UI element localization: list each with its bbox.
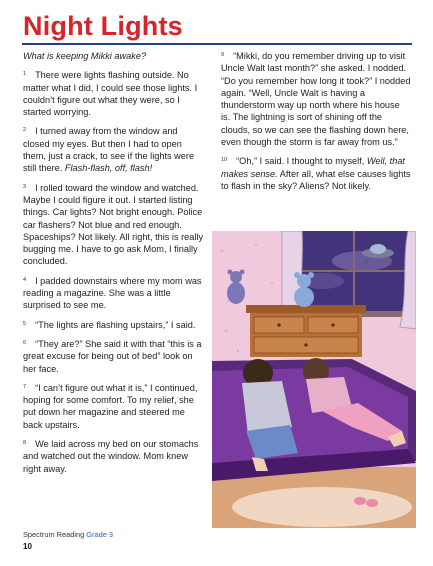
paragraph-text: I turned away from the window and closed my eyes. But then I had to open them, just a crack, to see if the lights were still there.: [23, 126, 195, 174]
paragraph-text: I padded downstairs where my mom was reading a magazine. She was a little surprised to see me.: [23, 275, 202, 311]
left-column: [23, 50, 205, 482]
footer: [23, 530, 113, 539]
paragraph-text: “The lights are flashing upstairs,” I said.: [35, 319, 196, 330]
page-number: 10: [23, 542, 32, 551]
left-paragraphs: [23, 69, 205, 475]
story-paragraph: [221, 50, 411, 148]
story-paragraph: [23, 338, 205, 375]
paragraph-number: 3: [23, 183, 27, 190]
paragraph-number: 10: [221, 157, 228, 164]
paragraph-number: 9: [221, 52, 225, 58]
paragraph-text: “Mikki, do you remember driving up to visit Uncle Walt last month?” she asked. I nodded. “Do you remember how long it took?” I nodded again. “Well, Uncle Walt is having a thunderstorm way up north where his house is. The lightning is sort of shining off the clouds, so we can see the flashing down here, even though the storm is far away from us.”: [221, 51, 411, 148]
story-paragraph: [23, 382, 205, 431]
reading-question: What is keeping Mikki awake?: [23, 51, 147, 61]
right-paragraphs: [221, 50, 411, 192]
story-paragraph: [23, 125, 205, 174]
bedroom-illustration: [212, 231, 416, 528]
footer-grade: Grade 3: [86, 530, 113, 539]
paragraph-text: Flash-flash, off, flash!: [64, 163, 153, 174]
paragraph-text: We laid across my bed on our stomachs and watched out the window. Mom knew right away.: [23, 439, 199, 474]
paragraph-text: There were lights flashing outside. No matter what I did, I could see those lights. I couldn’t figure out what they were, so I started worrying.: [23, 70, 198, 118]
story-paragraph: [221, 155, 411, 192]
story-paragraph: [23, 182, 205, 268]
story-paragraph: [23, 69, 205, 118]
paragraph-number: 8: [23, 440, 27, 447]
right-column: [221, 50, 411, 199]
paragraph-number: 6: [23, 339, 27, 346]
paragraph-text: I rolled toward the window and watched. Maybe I could figure it out. I started listing things. Car lights? Not bright enough. Police car flashers? Not blue and red enough. Spaceships? Not likely. All right, this is really bugging me. I have to go ask Mom, I finally concluded.: [23, 182, 204, 267]
paragraph-number: 7: [23, 383, 27, 390]
title-rule: [22, 43, 412, 45]
paragraph-text: “I can’t figure out what it is,” I continued, hoping for some comfort. To my relief, she put down her magazine and steered me back upstairs.: [23, 382, 198, 430]
paragraph-number: 2: [23, 127, 27, 134]
paragraph-text: After all, what else causes lights to flash in the sky? Aliens? Not likely.: [221, 168, 411, 191]
story-paragraph: [23, 319, 205, 331]
footer-publisher: Spectrum Reading: [23, 530, 85, 539]
story-paragraph: [23, 275, 205, 312]
page-title: Night Lights: [23, 11, 183, 41]
paragraph-text: “Oh,” I said. I thought to myself,: [236, 156, 367, 167]
paragraph-number: 1: [23, 71, 27, 78]
paragraph-number: 5: [23, 320, 27, 327]
story-paragraph: [23, 438, 205, 475]
paragraph-number: 4: [23, 276, 27, 283]
paragraph-text: Well, that makes sense.: [221, 156, 405, 179]
paragraph-text: “They are?” She said it with that “this is a great excuse for being out of bed” look on her face.: [23, 338, 202, 374]
